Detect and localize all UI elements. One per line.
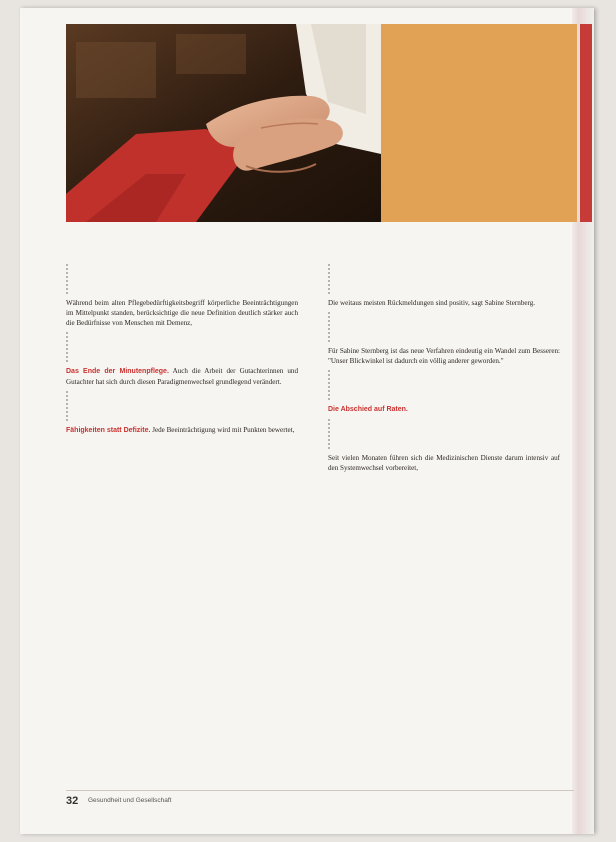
subhead-minutenpflege: Das Ende der Minutenpflege. [66, 368, 169, 376]
article-column-left [66, 260, 298, 436]
left-paragraph-3 [66, 425, 298, 436]
illegible-passage [328, 370, 560, 400]
article-column-right [328, 260, 560, 473]
left-p3-text: Jede Beeinträchtigung wird mit Punkten bewertet, [152, 426, 295, 435]
illegible-passage [66, 391, 298, 421]
page-footer [66, 790, 574, 811]
hands-photo-illustration [66, 24, 381, 222]
illegible-passage [328, 312, 560, 342]
right-paragraph-4: Seit vielen Monaten führen sich die Medizinischen Dienste darum intensiv auf den Systemwechsel vorbereitet, [328, 454, 560, 473]
illegible-intro [66, 264, 298, 294]
section-name: Gesundheit und Gesellschaft [88, 797, 172, 804]
left-paragraph-2 [66, 366, 298, 387]
right-paragraph-1: Die weitaus meisten Rückmeldungen sind positiv, sagt Sabine Sternberg. [328, 299, 536, 307]
left-p1-start: Während beim alten Pflegebedürftigkeitsbegriff körperliche Beeinträchtigungen im Mittelpunkt standen, berücksichtige die neue Definition deutlich stärker auch die Bedürfnisse von Menschen mit Demenz, [66, 299, 298, 328]
illegible-passage [66, 332, 298, 362]
right-paragraph-2: Für Sabine Sternberg ist das neue Verfahren eindeutig ein Wandel zum Besseren: "Unser Blickwinkel ist dadurch ein völlig anderer geworden." [328, 347, 560, 366]
page-number: 32 [66, 795, 79, 807]
red-tab-marker [580, 24, 592, 222]
illegible-passage [328, 264, 560, 294]
left-paragraph-1 [66, 298, 298, 328]
subhead-abschied: Die Abschied auf Raten. [328, 406, 408, 414]
magazine-page [20, 8, 594, 834]
illegible-passage [328, 419, 560, 449]
hands-photo [66, 24, 381, 222]
subhead-faehigkeiten: Fähigkeiten statt Defizite. [66, 427, 151, 435]
right-paragraph-3 [328, 404, 560, 415]
left-p2-text: Auch die Arbeit der Gutachterinnen und Gutachter hat sich durch diesen Paradigmenwechsel grundlegend verändert. [66, 367, 298, 387]
quote-sidebar [381, 24, 577, 222]
